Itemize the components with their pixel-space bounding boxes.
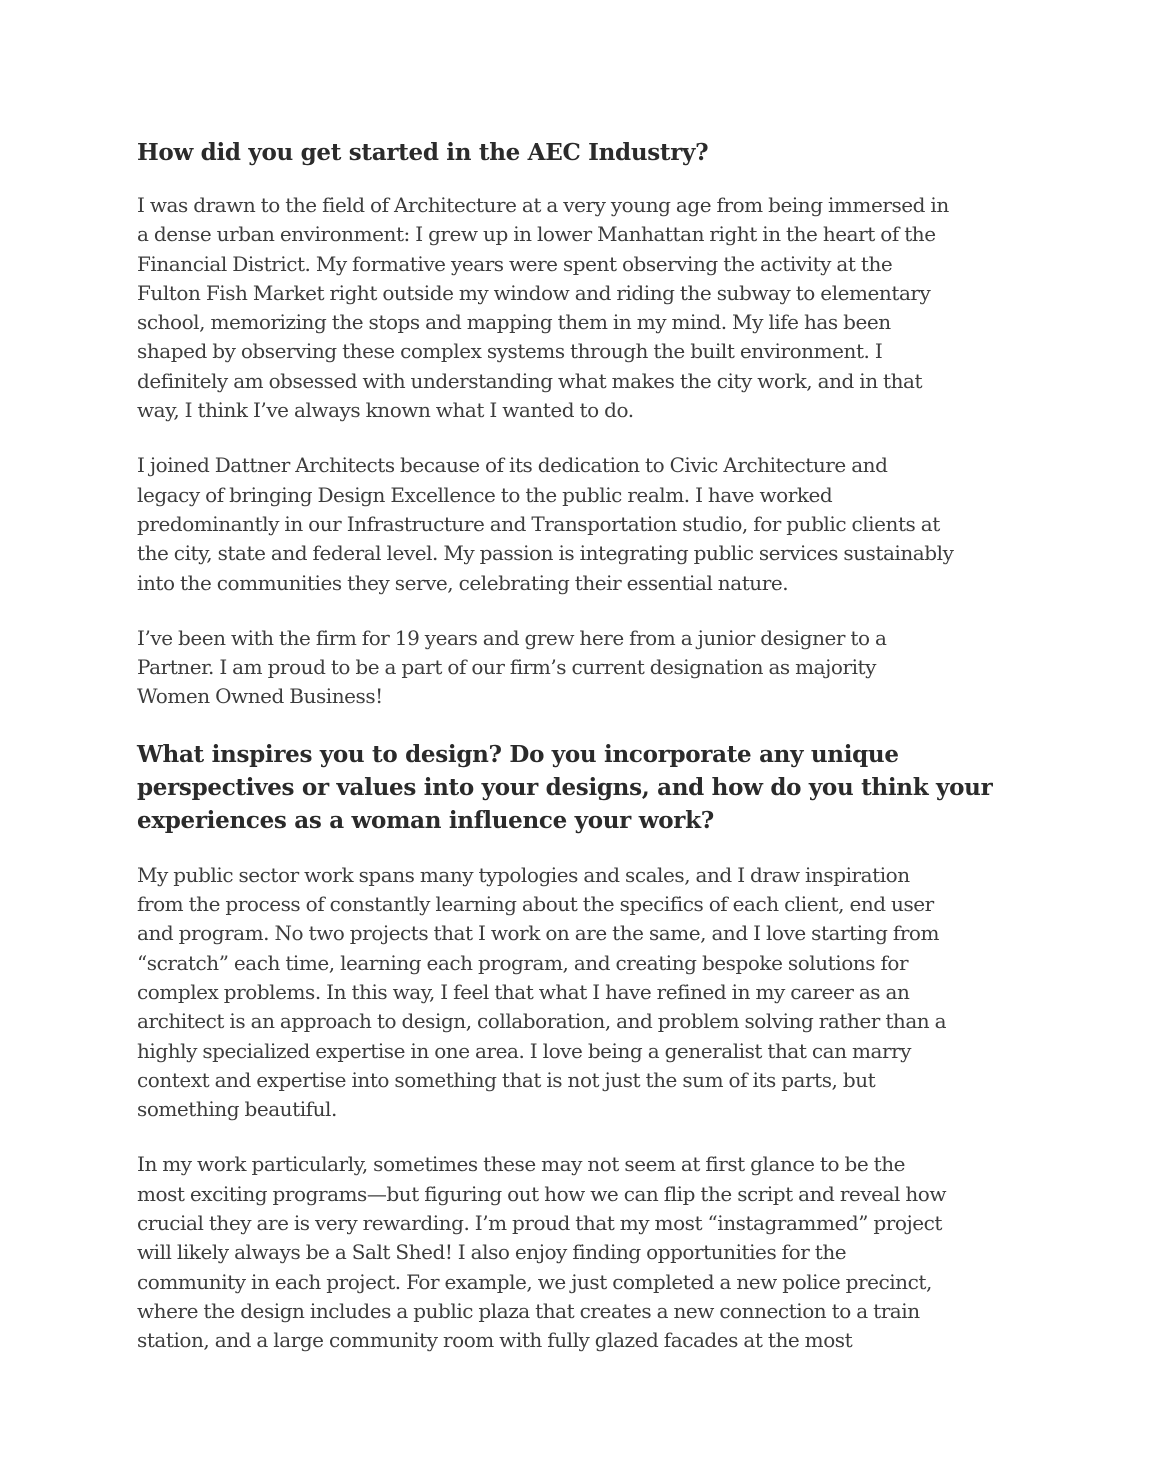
text-line: “scratch” each time, learning each program, and creating bespoke solutions for: [137, 950, 909, 975]
text-line: shaped by observing these complex systems through the built environment. I: [137, 339, 883, 364]
paragraph-childhood: [137, 191, 1037, 425]
text-line: context and expertise into something that is not just the sum of its parts, but: [137, 1067, 876, 1092]
text-line: Financial District. My formative years were spent observing the activity at the: [137, 251, 893, 276]
text-line: station, and a large community room with fully glazed facades at the most: [137, 1328, 853, 1353]
heading-line: What inspires you to design? Do you incorporate any unique: [137, 740, 899, 768]
text-line: In my work particularly, sometimes these may not seem at first glance to be the: [137, 1152, 906, 1177]
text-line: a dense urban environment: I grew up in lower Manhattan right in the heart of the: [137, 222, 936, 247]
text-line: architect is an approach to design, collaboration, and problem solving rather than a: [137, 1009, 947, 1034]
text-line: from the process of constantly learning about the specifics of each client, end user: [137, 892, 934, 917]
text-line: Women Owned Business!: [137, 684, 383, 709]
text-line: crucial they are is very rewarding. I’m proud that my most “instagrammed” project: [137, 1211, 942, 1236]
text-line: school, memorizing the stops and mapping them in my mind. My life has been: [137, 310, 891, 335]
paragraph-dattner: [137, 451, 1037, 597]
text-line: will likely always be a Salt Shed! I also enjoy finding opportunities for the: [137, 1240, 847, 1265]
text-line: community in each project. For example, we just completed a new police precinct,: [137, 1269, 932, 1294]
text-line: Partner. I am proud to be a part of our firm’s current designation as majority: [137, 655, 876, 680]
text-line: I was drawn to the field of Architecture at a very young age from being immersed in: [137, 193, 949, 217]
text-line: Fulton Fish Market right outside my window and riding the subway to elementary: [137, 280, 931, 305]
text-line: into the communities they serve, celebrating their essential nature.: [137, 570, 789, 595]
text-line: way, I think I’ve always known what I wanted to do.: [137, 398, 634, 423]
text-line: the city, state and federal level. My passion is integrating public services sustainably: [137, 541, 954, 566]
text-line: legacy of bringing Design Excellence to the public realm. I have worked: [137, 482, 833, 507]
section-heading-design-inspiration: [137, 738, 1037, 837]
text-line: My public sector work spans many typologies and scales, and I draw inspiration: [137, 862, 910, 887]
heading-line: perspectives or values into your designs, and how do you think your: [137, 773, 993, 801]
text-line: complex problems. In this way, I feel that what I have refined in my career as an: [137, 979, 910, 1004]
text-line: and program. No two projects that I work on are the same, and I love starting from: [137, 921, 940, 946]
section-heading-aec-start: How did you get started in the AEC Industry?: [137, 139, 709, 166]
text-line: I’ve been with the firm for 19 years and grew here from a junior designer to a: [137, 625, 887, 650]
paragraph-community: [137, 1150, 1037, 1355]
text-line: I joined Dattner Architects because of its dedication to Civic Architecture and: [137, 453, 888, 478]
text-line: something beautiful.: [137, 1097, 337, 1122]
text-line: where the design includes a public plaza that creates a new connection to a train: [137, 1298, 920, 1323]
text-line: definitely am obsessed with understanding what makes the city work, and in that: [137, 368, 923, 393]
text-line: highly specialized expertise in one area. I love being a generalist that can marry: [137, 1038, 912, 1063]
heading-line: experiences as a woman influence your work?: [137, 806, 714, 834]
paragraph-public-sector: [137, 861, 1037, 1125]
text-line: predominantly in our Infrastructure and Transportation studio, for public clients at: [137, 511, 940, 536]
paragraph-tenure: [137, 624, 1037, 712]
document-page: [137, 136, 1037, 1382]
text-line: most exciting programs—but figuring out how we can flip the script and reveal how: [137, 1181, 947, 1206]
